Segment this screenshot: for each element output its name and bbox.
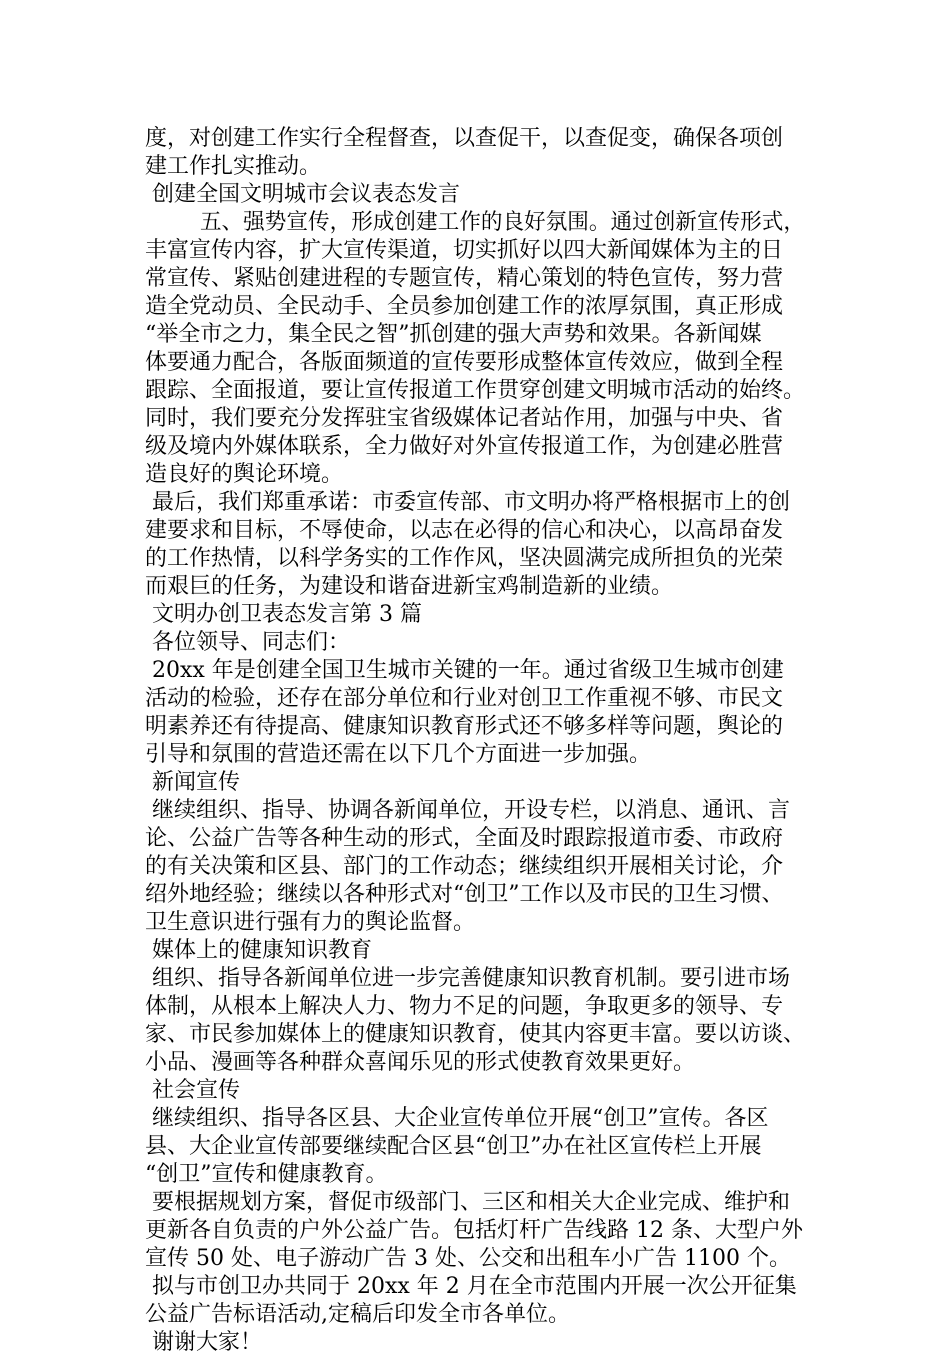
salutation: 各位领导、同志们： bbox=[145, 630, 350, 655]
text-line: 常宣传、紧贴创建进程的专题宣传，精心策划的特色宣传，努力营 bbox=[145, 266, 784, 291]
text-line: 体制，从根本上解决人力、物力不足的问题，争取更多的领导、专 bbox=[145, 994, 784, 1019]
text-line: 论、公益广告等各种生动的形式，全面及时跟踪报道市委、市政府 bbox=[145, 826, 784, 851]
text-line: 拟与市创卫办共同于 20xx 年 2 月在全市范围内开展一次公开征集 bbox=[145, 1274, 797, 1299]
text-line: 跟踪、全面报道，要让宣传报道工作贯穿创建文明城市活动的始终。 bbox=[145, 378, 806, 403]
text-line: 造良好的舆论环境。 bbox=[145, 462, 344, 487]
text-line: 活动的检验，还存在部分单位和行业对创卫工作重视不够、市民文 bbox=[145, 686, 784, 711]
text-line: 要根据规划方案，督促市级部门、三区和相关大企业完成、维护和 bbox=[145, 1190, 790, 1215]
text-line: 家、市民参加媒体上的健康知识教育，使其内容更丰富。要以访谈、 bbox=[145, 1022, 806, 1047]
text-line: 引导和氛围的营造还需在以下几个方面进一步加强。 bbox=[145, 742, 652, 767]
text-line: 20xx 年是创建全国卫生城市关键的一年。通过省级卫生城市创建 bbox=[145, 658, 784, 683]
section-heading: 新闻宣传 bbox=[145, 770, 240, 795]
text-line: 度，对创建工作实行全程督查，以查促干，以查促变，确保各项创 bbox=[145, 126, 784, 151]
text-line: 建要求和目标，不辱使命，以志在必得的信心和决心，以高昂奋发 bbox=[145, 518, 784, 543]
text-line: 而艰巨的任务，为建设和谐奋进新宝鸡制造新的业绩。 bbox=[145, 574, 674, 599]
section-heading: 媒体上的健康知识教育 bbox=[145, 938, 372, 963]
text-line: 卫生意识进行强有力的舆论监督。 bbox=[145, 910, 476, 935]
text-line: 体要通力配合，各版面频道的宣传要形成整体宣传效应，做到全程 bbox=[145, 350, 784, 375]
text-line: 造全党动员、全民动手、全员参加创建工作的浓厚氛围，真正形成 bbox=[145, 294, 784, 319]
text-line: 同时，我们要充分发挥驻宝省级媒体记者站作用，加强与中央、省 bbox=[145, 406, 784, 431]
section-heading: 社会宣传 bbox=[145, 1078, 240, 1103]
text-line: 丰富宣传内容，扩大宣传渠道，切实抓好以四大新闻媒体为主的日 bbox=[145, 238, 784, 263]
text-line: 级及境内外媒体联系，全力做好对外宣传报道工作，为创建必胜营 bbox=[145, 434, 784, 459]
section-heading: 创建全国文明城市会议表态发言 bbox=[145, 182, 460, 207]
text-line: “创卫”宣传和健康教育。 bbox=[145, 1162, 388, 1187]
text-line: “举全市之力，集全民之智”抓创建的强大声势和效果。各新闻媒 bbox=[145, 322, 762, 347]
text-line: 明素养还有待提高、健康知识教育形式还不够多样等问题，舆论的 bbox=[145, 714, 784, 739]
text-line: 更新各自负责的户外公益广告。包括灯杆广告线路 12 条、大型户外 bbox=[145, 1218, 803, 1243]
text-line: 公益广告标语活动,定稿后印发全市各单位。 bbox=[145, 1302, 570, 1327]
text-line: 继续组织、指导各区县、大企业宣传单位开展“创卫”宣传。各区 bbox=[145, 1106, 769, 1131]
text-line: 建工作扎实推动。 bbox=[145, 154, 322, 179]
text-line: 的工作热情，以科学务实的工作作风，坚决圆满完成所担负的光荣 bbox=[145, 546, 784, 571]
text-line: 小品、漫画等各种群众喜闻乐见的形式使教育效果更好。 bbox=[145, 1050, 696, 1075]
text-line: 宣传 50 处、电子游动广告 3 处、公交和出租车小广告 1100 个。 bbox=[145, 1246, 791, 1271]
text-line: 的有关决策和区县、部门的工作动态；继续组织开展相关讨论，介 bbox=[145, 854, 784, 879]
text-line: 绍外地经验；继续以各种形式对“创卫”工作以及市民的卫生习惯、 bbox=[145, 882, 784, 907]
text-line: 继续组织、指导、协调各新闻单位，开设专栏，以消息、通讯、言 bbox=[145, 798, 790, 823]
text-line: 县、大企业宣传部要继续配合区县“创卫”办在社区宣传栏上开展 bbox=[145, 1134, 762, 1159]
closing-line: 谢谢大家！ bbox=[145, 1330, 262, 1355]
text-line: 五、强势宣传，形成创建工作的良好氛围。通过创新宣传形式， bbox=[145, 210, 805, 235]
section-heading: 文明办创卫表态发言第 3 篇 bbox=[145, 602, 422, 627]
text-line: 组织、指导各新闻单位进一步完善健康知识教育机制。要引进市场 bbox=[145, 966, 790, 991]
text-line: 最后，我们郑重承诺：市委宣传部、市文明办将严格根据市上的创 bbox=[145, 490, 790, 515]
